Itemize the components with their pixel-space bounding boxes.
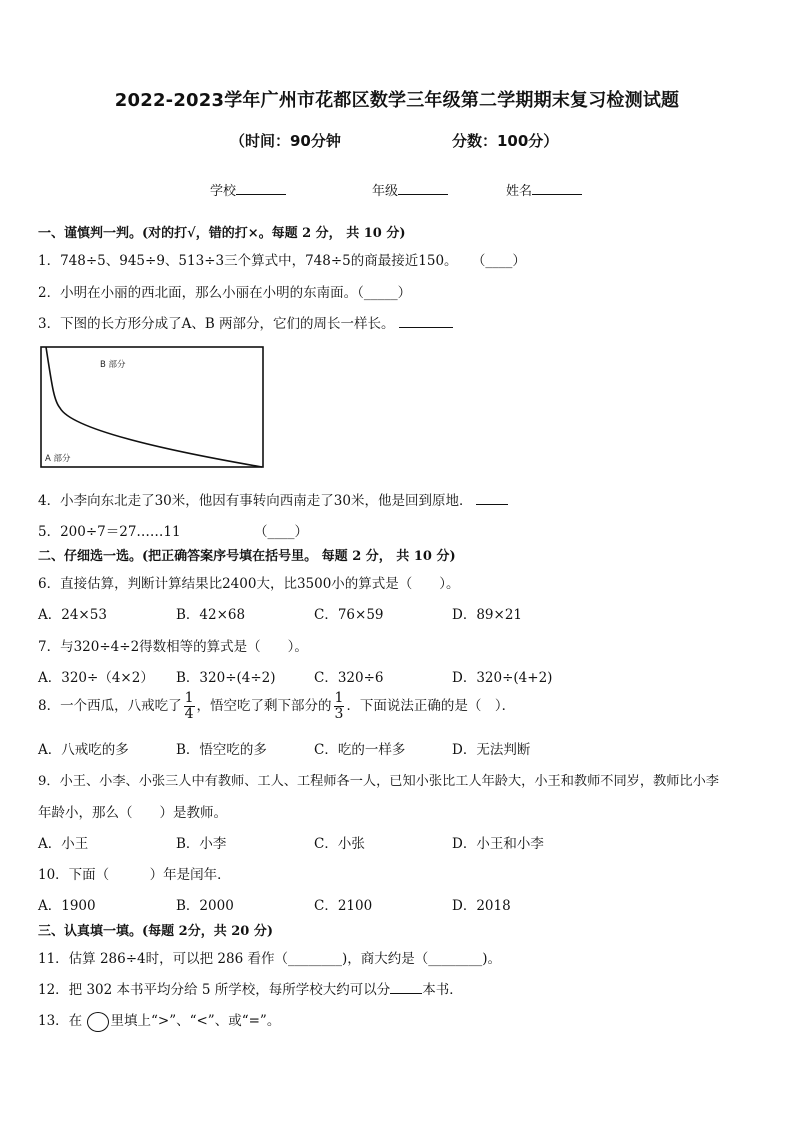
q5-text: 5．200÷7＝27……11 <box>38 524 181 540</box>
q6-option-c[interactable]: C．76×59 <box>314 607 384 623</box>
name-field[interactable] <box>506 180 582 199</box>
q6-option-b[interactable]: B．42×68 <box>176 607 246 623</box>
question-9-line1: 9．小王、小李、小张三人中有教师、工人、工程师各一人，已知小张比工人年龄大，小王和教师不同岁，教师比小李 <box>38 774 719 789</box>
section1-heading: 一、谨慎判一判。(对的打√，错的打×。每题 2 分， 共 10 分) <box>38 226 406 241</box>
fraction-one-third <box>334 691 345 722</box>
name-blank[interactable] <box>532 194 582 195</box>
q7-option-c[interactable]: C．320÷6 <box>314 670 384 686</box>
grade-field[interactable] <box>372 180 448 199</box>
dividing-curve <box>46 347 262 467</box>
question-3 <box>38 312 453 332</box>
q4-answer-blank[interactable] <box>476 504 508 505</box>
q10-option-b[interactable]: B．2000 <box>176 898 234 914</box>
time-label: （时间：90分钟 <box>230 132 341 150</box>
name-label: 姓名 <box>506 184 533 199</box>
score-label: 分数：100分） <box>452 132 559 150</box>
question-9-line2: 年龄小，那么（ ）是教师。 <box>38 805 227 821</box>
q7-option-a[interactable]: A．320÷（4×2） <box>38 670 154 686</box>
q6-option-a[interactable]: A．24×53 <box>38 607 107 623</box>
q10-option-c[interactable]: C．2100 <box>314 898 373 914</box>
section3-heading: 三、认真填一填。(每题 2分，共 20 分) <box>38 924 274 939</box>
q12-answer-blank[interactable] <box>390 993 422 994</box>
q3-answer-blank[interactable] <box>399 327 453 328</box>
q5-answer-blank[interactable]: （____） <box>254 524 308 540</box>
question-7: 7．与320÷4÷2得数相等的算式是（ ）。 <box>38 639 308 655</box>
q8-text-a: 8．一个西瓜，八戒吃了 <box>38 698 182 714</box>
q8-option-d[interactable]: D．无法判断 <box>452 742 531 758</box>
q10-option-d[interactable]: D．2018 <box>452 898 511 914</box>
school-blank[interactable] <box>236 194 286 195</box>
rectangle-figure <box>40 346 264 468</box>
q9-option-d[interactable]: D．小王和小李 <box>452 836 544 852</box>
school-field[interactable] <box>210 180 286 199</box>
question-13 <box>38 1009 280 1032</box>
question-6: 6．直接估算，判断计算结果比2400大，比3500小的算式是（ ）。 <box>38 576 460 592</box>
q2-text: 2．小明在小丽的西北面，那么小丽在小明的东南面。 <box>38 285 358 301</box>
q8-text-b: ，悟空吃了剩下部分的 <box>196 698 332 714</box>
q1-text: 1．748÷5、945÷9、513÷3三个算式中，748÷5的商最接近150。 <box>38 253 458 269</box>
fraction-one-fourth <box>184 691 195 722</box>
question-2 <box>38 281 411 301</box>
q13-text-b: 里填上“>”、“<”、或“=”。 <box>110 1013 281 1029</box>
question-10: 10．下面（ ）年是闰年． <box>38 867 231 883</box>
q3-text: 3．下图的长方形分成了A、B 两部分，它们的周长一样长。 <box>38 316 395 332</box>
q8-option-b[interactable]: B．悟空吃的多 <box>176 742 267 758</box>
comparison-circle-icon[interactable] <box>87 1012 109 1032</box>
rectangle-outline <box>41 347 263 467</box>
q8-option-c[interactable]: C．吃的一样多 <box>314 742 406 758</box>
q6-option-d[interactable]: D．89×21 <box>452 607 522 623</box>
q4-text: 4．小李向东北走了30米，他因有事转向西南走了30米，他是回到原地． <box>38 493 473 509</box>
question-8 <box>38 691 515 722</box>
question-4 <box>38 489 508 509</box>
question-11: 11．估算 286÷4时，可以把 286 看作（________)，商大约是（________)。 <box>38 951 502 967</box>
q10-option-a[interactable]: A．1900 <box>38 898 96 914</box>
figure-label-b: B 部分 <box>100 360 126 370</box>
exam-title: 2022-2023学年广州市花都区数学三年级第二学期期末复习检测试题 <box>114 90 680 111</box>
q7-option-b[interactable]: B．320÷(4÷2) <box>176 670 276 686</box>
grade-label: 年级 <box>372 184 399 199</box>
q8-text-c: ．下面说法正确的是（ ）． <box>346 698 516 714</box>
frac2-denominator: 3 <box>334 706 344 722</box>
q9-option-b[interactable]: B．小李 <box>176 836 227 852</box>
q9-option-c[interactable]: C．小张 <box>314 836 365 852</box>
question-1 <box>38 249 526 269</box>
frac1-numerator: 1 <box>184 690 194 706</box>
question-5 <box>38 520 181 540</box>
q7-option-d[interactable]: D．320÷(4+2) <box>452 670 553 686</box>
figure-label-a: A 部分 <box>45 454 71 464</box>
section2-heading: 二、仔细选一选。(把正确答案序号填在括号里。 每题 2 分， 共 10 分) <box>38 549 456 564</box>
grade-blank[interactable] <box>398 194 448 195</box>
question-12 <box>38 978 463 998</box>
q13-text-a: 13．在 <box>38 1013 83 1029</box>
q2-answer-blank[interactable]: （_____） <box>357 285 412 301</box>
q8-option-a[interactable]: A．八戒吃的多 <box>38 742 129 758</box>
frac2-numerator: 1 <box>334 690 344 706</box>
school-label: 学校 <box>210 184 237 199</box>
q12-text-a: 12．把 302 本书平均分给 5 所学校，每所学校大约可以分 <box>38 982 391 998</box>
q12-text-b: 本书． <box>422 982 463 998</box>
frac1-denominator: 4 <box>184 706 194 722</box>
q1-answer-blank[interactable]: （____） <box>471 253 526 269</box>
q9-option-a[interactable]: A．小王 <box>38 836 89 852</box>
